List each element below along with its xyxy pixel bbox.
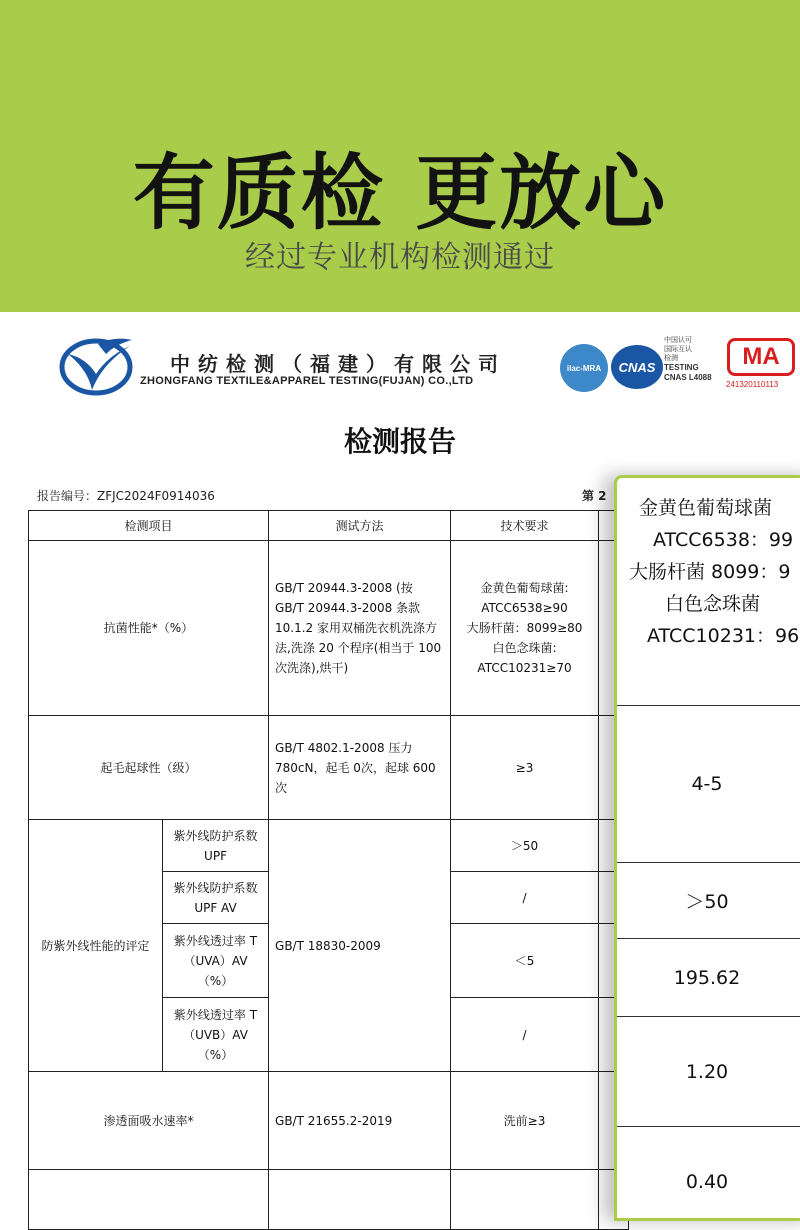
row-requirement: /	[451, 998, 599, 1072]
table-row	[29, 1072, 629, 1170]
row-requirement: ＞50	[451, 820, 599, 872]
company-logo-icon	[58, 334, 134, 396]
result-line: 大肠杆菌 8099：9	[629, 561, 791, 583]
req-line: 大肠杆菌：8099≥80	[466, 621, 583, 635]
row-item: 渗透面吸水速率*	[29, 1072, 269, 1170]
row-requirement: ≥3	[451, 716, 599, 820]
cnas-en-label: TESTING	[664, 363, 699, 372]
row-item: 起毛起球性（级）	[29, 716, 269, 820]
company-name-cn: 中纺检测（福建）有限公司	[170, 352, 506, 376]
result-value: 0.40	[685, 1171, 729, 1193]
row-subitem: 紫外线防护系数 UPF	[163, 820, 269, 872]
row-subitem: 紫外线透过率 T（UVA）AV（%）	[163, 924, 269, 998]
test-report	[0, 312, 800, 1200]
page-number: 第 2	[582, 489, 607, 503]
result-line: 金黄色葡萄球菌	[639, 497, 773, 519]
result-value: 4-5	[617, 706, 800, 863]
row-requirement: /	[451, 872, 599, 924]
cnas-cn-line3: 检测	[664, 354, 678, 362]
company-name-en: ZHONGFANG TEXTILE&APPAREL TESTING(FUJAN) CO.,LTD	[140, 375, 474, 387]
row-item: 防紫外线性能的评定	[29, 820, 163, 1072]
table-header-row	[29, 511, 629, 541]
promo-banner	[0, 0, 800, 312]
table-row	[29, 541, 629, 716]
row-method: GB/T 18830-2009	[269, 820, 451, 1072]
header-item: 检测项目	[29, 511, 269, 541]
antibacterial-result	[617, 478, 800, 706]
report-table	[28, 510, 629, 1230]
req-line: 白色念珠菌:	[492, 641, 557, 655]
row-method: GB/T 21655.2-2019	[269, 1072, 451, 1170]
req-line: 金黄色葡萄球菌:	[480, 581, 569, 595]
result-line: ATCC6538：99	[653, 529, 794, 551]
row-method: GB/T 20944.3-2008 (按 GB/T 20944.3-2008 条款 10.1.2 家用双桶洗衣机洗涤方法,洗涤 20 个程序(相当于 100次洗涤),烘干)	[269, 541, 451, 716]
row-requirement: ＜5	[451, 924, 599, 998]
req-line: ATCC10231≥70	[477, 661, 572, 675]
result-line: 白色念珠菌	[665, 593, 761, 615]
cnas-cn-line1: 中国认可	[664, 336, 692, 344]
row-item: 抗菌性能*（%）	[29, 541, 269, 716]
table-row	[29, 820, 629, 872]
cma-badge-icon: MA	[727, 338, 795, 376]
cnas-cn-line2: 国际互认	[664, 345, 692, 353]
banner-subtitle: 经过专业机构检测通过	[245, 240, 555, 275]
result-value: 1.20	[617, 1017, 800, 1127]
row-requirement: 洗前≥3	[451, 1072, 599, 1170]
ilac-mra-badge-icon: ilac-MRA	[560, 344, 608, 392]
cnas-badge-icon: CNAS	[611, 345, 663, 389]
table-row	[29, 716, 629, 820]
row-requirement	[451, 541, 599, 716]
row-method: GB/T 4802.1-2008 压力 780cN，起毛 0次，起球 600 次	[269, 716, 451, 820]
result-line: ATCC10231：96	[647, 625, 800, 647]
result-value: ＞50	[617, 863, 800, 939]
result-value: 195.62	[617, 939, 800, 1017]
header-method: 测试方法	[269, 511, 451, 541]
row-subitem: 紫外线透过率 T（UVB）AV（%）	[163, 998, 269, 1072]
report-number: 报告编号：ZFJC2024F0914036	[37, 489, 215, 503]
banner-title: 有质检 更放心	[132, 146, 668, 241]
cma-number: 241320110113	[726, 380, 779, 389]
row-subitem: 紫外线防护系数 UPF AV	[163, 872, 269, 924]
cnas-badge-text	[664, 336, 720, 383]
header-requirement: 技术要求	[451, 511, 599, 541]
results-zoom-panel	[614, 475, 800, 1221]
req-line: ATCC6538≥90	[481, 601, 568, 615]
cnas-number: CNAS L4088	[664, 373, 712, 382]
report-title: 检测报告	[343, 425, 456, 458]
